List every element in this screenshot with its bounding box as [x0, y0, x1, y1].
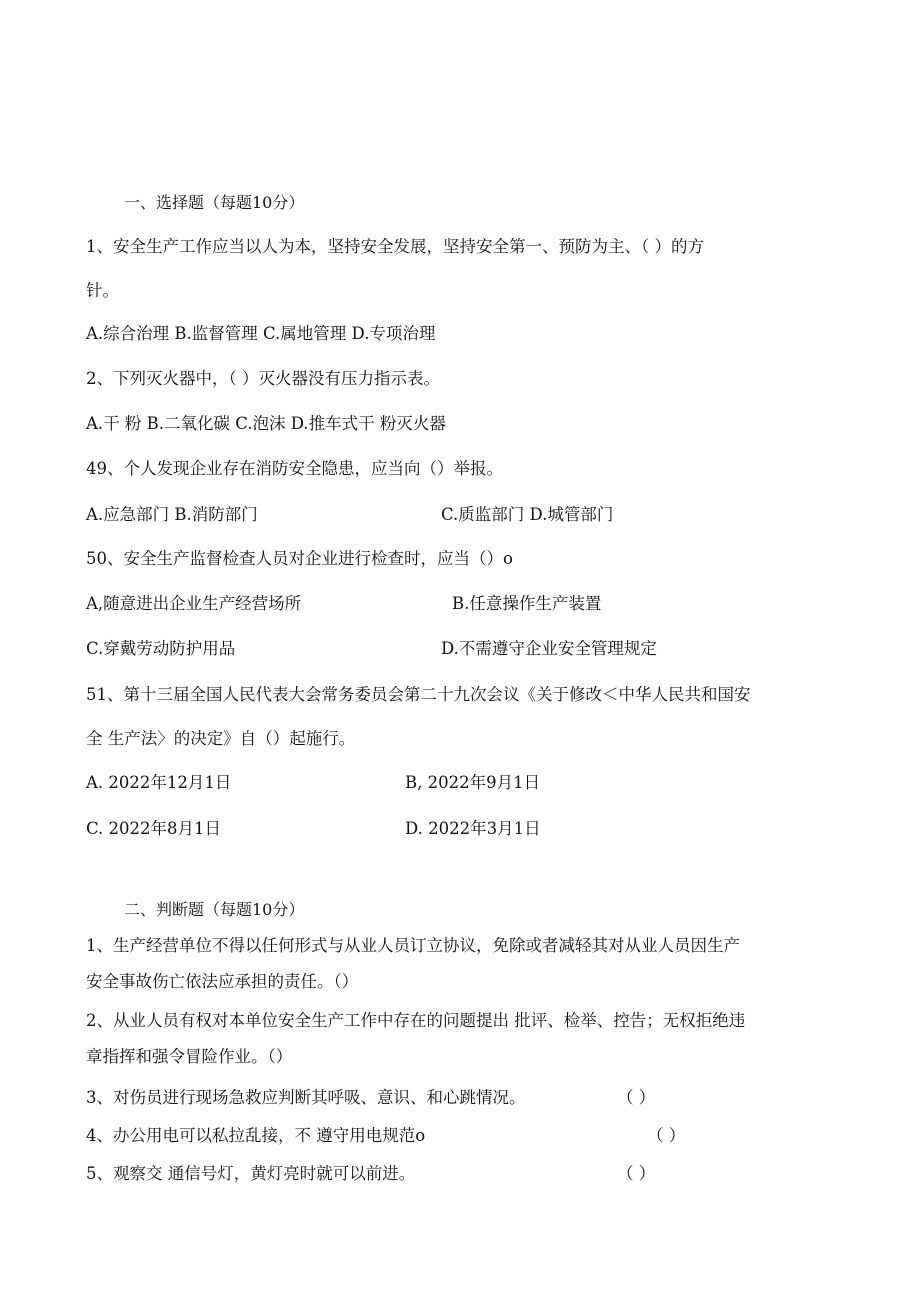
q51-line1: 51、第十三届全国人民代表大会常务委员会第二十九次会议《关于修改＜中华人民共和国安	[86, 685, 751, 704]
j2-line1: 2、从业人员有权对本单位安全生产工作中存在的问题提出 批评、检举、控告；无权拒绝违	[86, 1011, 746, 1030]
q2-text: 2、下列灭火器中，（ ）灭火器没有压力指示表。	[86, 369, 440, 388]
q51-option-c: C. 2022年8月1日	[86, 819, 222, 838]
j5-answer-blank: （ ）	[617, 1164, 656, 1183]
section1-heading: 一、选择题（每题10分）	[124, 193, 305, 212]
q51-option-d: D. 2022年3月1日	[405, 819, 541, 838]
j2-line2: 章指挥和强令冒险作业。（）	[86, 1047, 293, 1066]
j4-answer-blank: （ ）	[647, 1126, 686, 1145]
j3-answer-blank: （ ）	[617, 1088, 656, 1107]
j1-line2: 安全事故伤亡依法应承担的责任。（）	[86, 972, 359, 991]
q51-option-a: A. 2022年12月1日	[86, 773, 232, 792]
q50-text: 50、安全生产监督检查人员对企业进行检查时，应当（）o	[86, 549, 513, 568]
j4-text: 4、办公用电可以私拉乱接，不 遵守用电规范o	[86, 1126, 426, 1145]
q51-option-b: B, 2022年9月1日	[405, 773, 541, 792]
q49-option-cd: C.质监部门 D.城管部门	[441, 505, 614, 524]
q50-option-d: D.不需遵守企业安全管理规定	[441, 639, 657, 658]
q50-option-b: B.任意操作生产装置	[452, 594, 602, 613]
q50-option-c: C.穿戴劳动防护用品	[86, 639, 236, 658]
q1-line1: 1、安全生产工作应当以人为本，坚持安全发展，坚持安全第一、预防为主、（ ）的方	[86, 237, 704, 256]
q49-text: 49、个人发现企业存在消防安全隐患，应当向（）举报。	[86, 459, 503, 478]
q1-line2: 针。	[86, 281, 119, 300]
q2-options: A.干 粉 B.二氧化碳 C.泡沫 D.推车式干 粉灭火器	[86, 414, 446, 433]
q50-option-a: A,随意进出企业生产经营场所	[86, 594, 302, 613]
q51-line2: 全 生产法〉的决定》自（）起施行。	[86, 729, 356, 748]
j1-line1: 1、生产经营单位不得以任何形式与从业人员订立协议，免除或者减轻其对从业人员因生产	[86, 936, 740, 955]
q49-option-ab: A.应急部门 B.消防部门	[86, 505, 258, 524]
j3-text: 3、对伤员进行现场急救应判断其呼吸、意识、和心跳情况。	[86, 1088, 526, 1107]
j5-text: 5、观察交 通信号灯，黄灯亮时就可以前进。	[86, 1164, 416, 1183]
q1-options: A.综合治理 B.监督管理 C.属地管理 D.专项治理	[86, 324, 436, 343]
section2-heading: 二、判断题（每题10分）	[124, 900, 305, 919]
